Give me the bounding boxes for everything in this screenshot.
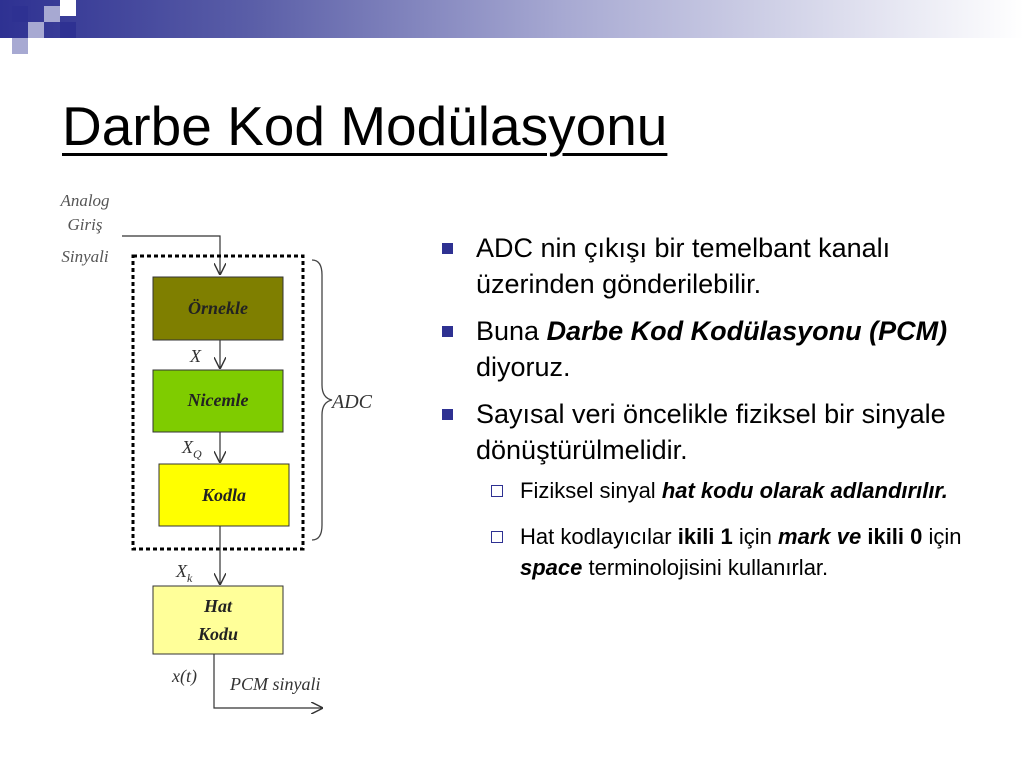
bullet-item xyxy=(436,230,981,303)
bullet-list xyxy=(436,230,981,598)
block-nicemle-label: Nicemle xyxy=(187,390,249,410)
sub-bullet-text: terminolojisini kullanırlar. xyxy=(582,555,829,581)
block-ornekle-label: Örnekle xyxy=(188,298,248,318)
header-decor-square xyxy=(28,38,44,54)
bullet-text-emphasis: Darbe Kod Kodülasyonu (PCM) xyxy=(546,315,948,346)
sub-bullet-bold: ikili 0 xyxy=(867,523,923,549)
header-decor-square xyxy=(60,22,76,38)
sub-bullet-emphasis: mark ve xyxy=(778,523,862,549)
header-decor-square xyxy=(12,6,28,22)
sub-bullet-bold: ikili 1 xyxy=(677,523,733,549)
block-hat-kodu-label: Hat xyxy=(203,596,233,616)
signal-xk-base: X xyxy=(176,561,187,581)
bullet-text-post: diyoruz. xyxy=(476,352,571,383)
input-label-line: Analog xyxy=(60,191,110,210)
signal-xk-sub: k xyxy=(187,571,193,585)
sub-bullet-text: için xyxy=(732,523,779,549)
signal-x-label: X xyxy=(190,346,201,366)
signal-xt-label: x(t) xyxy=(172,666,197,686)
sub-bullet-item xyxy=(476,475,981,507)
bullet-text: Sayısal veri öncelikle fiziksel bir sinyale dönüştürülmelidir. xyxy=(476,398,946,466)
adc-label: ADC xyxy=(332,391,372,413)
input-label-line: Sinyali xyxy=(61,247,109,266)
slide-title: Darbe Kod Modülasyonu xyxy=(62,95,668,157)
block-kodla-label: Kodla xyxy=(201,485,247,505)
header-decor-square xyxy=(44,6,60,22)
header-gradient-bar xyxy=(0,0,1024,38)
sub-bullet-item xyxy=(476,521,981,585)
pcm-block-diagram xyxy=(40,180,400,720)
output-label: PCM sinyali xyxy=(230,674,321,694)
bullet-item xyxy=(436,313,981,386)
bullet-text: ADC nin çıkışı bir temelbant kanalı üzerinden gönderilebilir. xyxy=(476,233,891,300)
signal-xq-label xyxy=(181,437,202,461)
input-label-line: Giriş xyxy=(67,215,103,234)
bullet-item xyxy=(436,396,981,585)
signal-xk-label xyxy=(175,561,193,585)
sub-bullet-list xyxy=(476,475,981,585)
adc-brace xyxy=(312,260,332,540)
bullet-text-pre: Buna xyxy=(476,315,547,346)
header-decor-square xyxy=(28,22,44,38)
signal-xq-sub: Q xyxy=(193,447,202,461)
sub-bullet-text: Hat kodlayıcılar xyxy=(520,523,678,549)
sub-bullet-text-emphasis: hat kodu olarak adlandırılır. xyxy=(661,477,948,503)
sub-bullet-emphasis: space xyxy=(520,555,583,581)
header-decor-square xyxy=(12,38,28,54)
header-decor-square xyxy=(60,0,76,16)
block-hat-kodu-label: Kodu xyxy=(197,624,239,644)
sub-bullet-text-pre: Fiziksel sinyal xyxy=(520,477,662,503)
sub-bullet-text: için xyxy=(922,523,962,549)
signal-xq-base: X xyxy=(182,437,193,457)
